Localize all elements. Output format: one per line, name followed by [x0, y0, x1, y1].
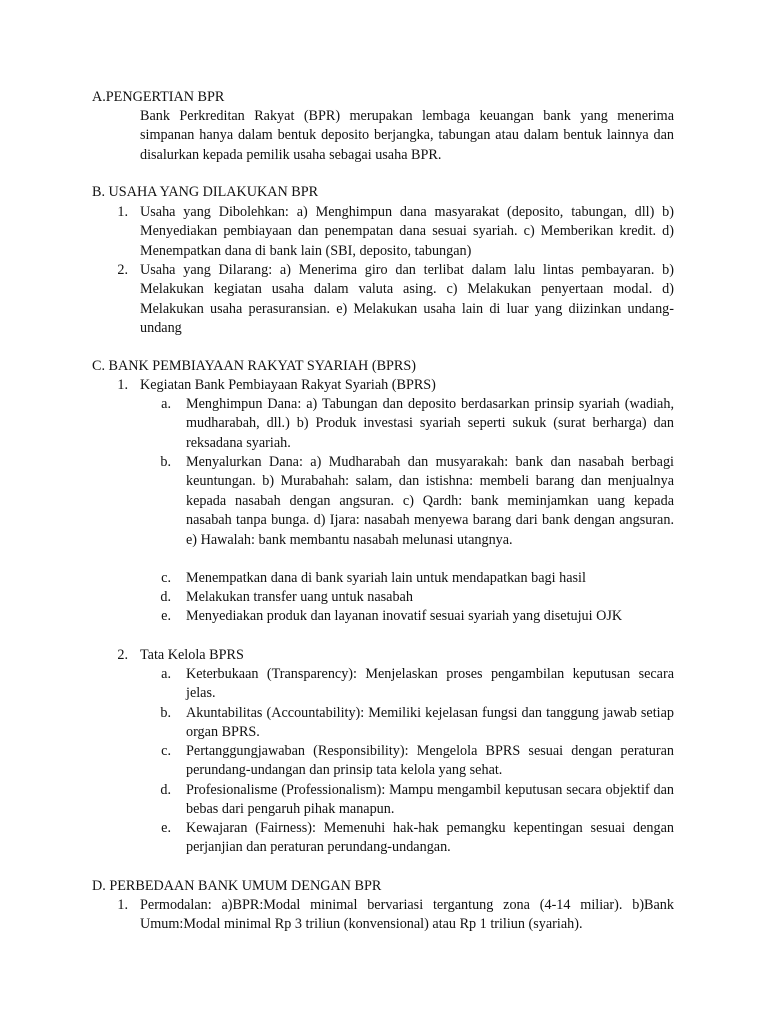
section-c-item-1-sub-c-letter: c. — [161, 570, 171, 586]
section-c-item-2-text: Tata Kelola BPRS — [140, 647, 244, 663]
section-c-item-1-text: Kegiatan Bank Pembiayaan Rakyat Syariah (BPRS) — [140, 377, 436, 393]
section-c-item-1-sub-d-text: Melakukan transfer uang untuk nasabah — [186, 589, 413, 605]
section-b-heading: B. USAHA YANG DILAKUKAN BPR — [92, 184, 319, 200]
section-b-item-1-text: Usaha yang Dibolehkan: a) Menghimpun dana masyarakat (deposito, tabungan, dll) b) Menyediakan pembiayaan dan penempatan dana sesuai syariah. c) Memberikan kredit. d) Menempatkan dana di bank lain (SBI, deposito, tabungan) — [140, 204, 674, 259]
section-c-item-2-sub-d-letter: d. — [160, 782, 171, 798]
section-c-item-2-sub-b-text: Akuntabilitas (Accountability): Memiliki kejelasan fungsi dan tanggung jawab setiap organ BPRS. — [186, 705, 674, 741]
section-c-item-2-sub-a-text: Keterbukaan (Transparency): Menjelaskan proses pengambilan keputusan secara jelas. — [186, 666, 674, 702]
section-b-item-2-number: 2. — [117, 262, 128, 278]
section-c-item-2-sub-a-letter: a. — [161, 666, 171, 682]
section-c-item-2-sub-e-text: Kewajaran (Fairness): Memenuhi hak-hak pemangku kepentingan sesuai dengan perjanjian dan peraturan perundang-undangan. — [186, 820, 674, 856]
section-a-heading: A.PENGERTIAN BPR — [92, 89, 225, 105]
section-c-item-1-sub-a-letter: a. — [161, 396, 171, 412]
section-c-item-2-sub-e-letter: e. — [161, 820, 171, 836]
section-a-paragraph: Bank Perkreditan Rakyat (BPR) merupakan lembaga keuangan bank yang menerima simpanan hanya dalam bentuk deposito berjangka, tabungan atau dalam bentuk lainnya dan disalurkan kepada pemilik usaha sebagai usaha BPR. — [140, 108, 674, 163]
section-c-item-1-sub-e-text: Menyediakan produk dan layanan inovatif sesuai syariah yang disetujui OJK — [186, 608, 623, 624]
section-c-item-1-sub-a-text: Menghimpun Dana: a) Tabungan dan deposito berdasarkan prinsip syariah (wadiah, mudharabah, dll.) b) Produk investasi syariah seperti sukuk (surat berharga) dan reksadana syariah. — [186, 396, 674, 451]
section-c-heading: C. BANK PEMBIAYAAN RAKYAT SYARIAH (BPRS) — [92, 358, 417, 374]
section-c-item-1-sub-d-letter: d. — [160, 589, 171, 605]
section-c-item-2-sub-d-text: Profesionalisme (Professionalism): Mampu mengambil keputusan secara objektif dan bebas dari pengaruh pihak manapun. — [186, 782, 674, 818]
section-c-item-2-sub-c-text: Pertanggungjawaban (Responsibility): Mengelola BPRS sesuai dengan peraturan perundang-undangan dan prinsip tata kelola yang sehat. — [186, 743, 674, 779]
section-d-heading: D. PERBEDAAN BANK UMUM DENGAN BPR — [92, 878, 382, 894]
section-c-item-1-sub-e-letter: e. — [161, 608, 171, 624]
section-d-item-1-text: Permodalan: a)BPR:Modal minimal bervariasi tergantung zona (4-14 miliar). b)Bank Umum:Modal minimal Rp 3 triliun (konvensional) atau Rp 1 triliun (syariah). — [140, 897, 674, 933]
section-b-item-1-number: 1. — [117, 204, 128, 220]
section-c-item-2-number: 2. — [117, 647, 128, 663]
section-c-item-2-sub-b-letter: b. — [160, 705, 171, 721]
section-b-item-2-text: Usaha yang Dilarang: a) Menerima giro dan terlibat dalam lalu lintas pembayaran. b) Melakukan kegiatan usaha dalam valuta asing. c) Melakukan penyertaan modal. d) Melakukan usaha perasuransian. e) Melakukan usaha lain di luar yang diizinkan undang-undang — [140, 262, 674, 337]
section-c-item-1-sub-b-text: Menyalurkan Dana: a) Mudharabah dan musyarakah: bank dan nasabah berbagi keuntungan. b) Murabahah: salam, dan istishna: membeli barang dan menjualnya kepada nasabah dengan angsuran. c) Qardh: bank meminjamkan uang kepada nasabah tanpa bunga. d) Ijara: nasabah menyewa barang dari bank dengan angsuran. e) Hawalah: bank membantu nasabah melunasi utangnya. — [186, 454, 674, 548]
section-c-item-1-sub-c-text: Menempatkan dana di bank syariah lain untuk mendapatkan bagi hasil — [186, 570, 586, 586]
section-c-item-2-sub-c-letter: c. — [161, 743, 171, 759]
section-c-item-1-number: 1. — [117, 377, 128, 393]
section-c-item-1-sub-b-letter: b. — [160, 454, 171, 470]
section-d-item-1-number: 1. — [117, 897, 128, 913]
